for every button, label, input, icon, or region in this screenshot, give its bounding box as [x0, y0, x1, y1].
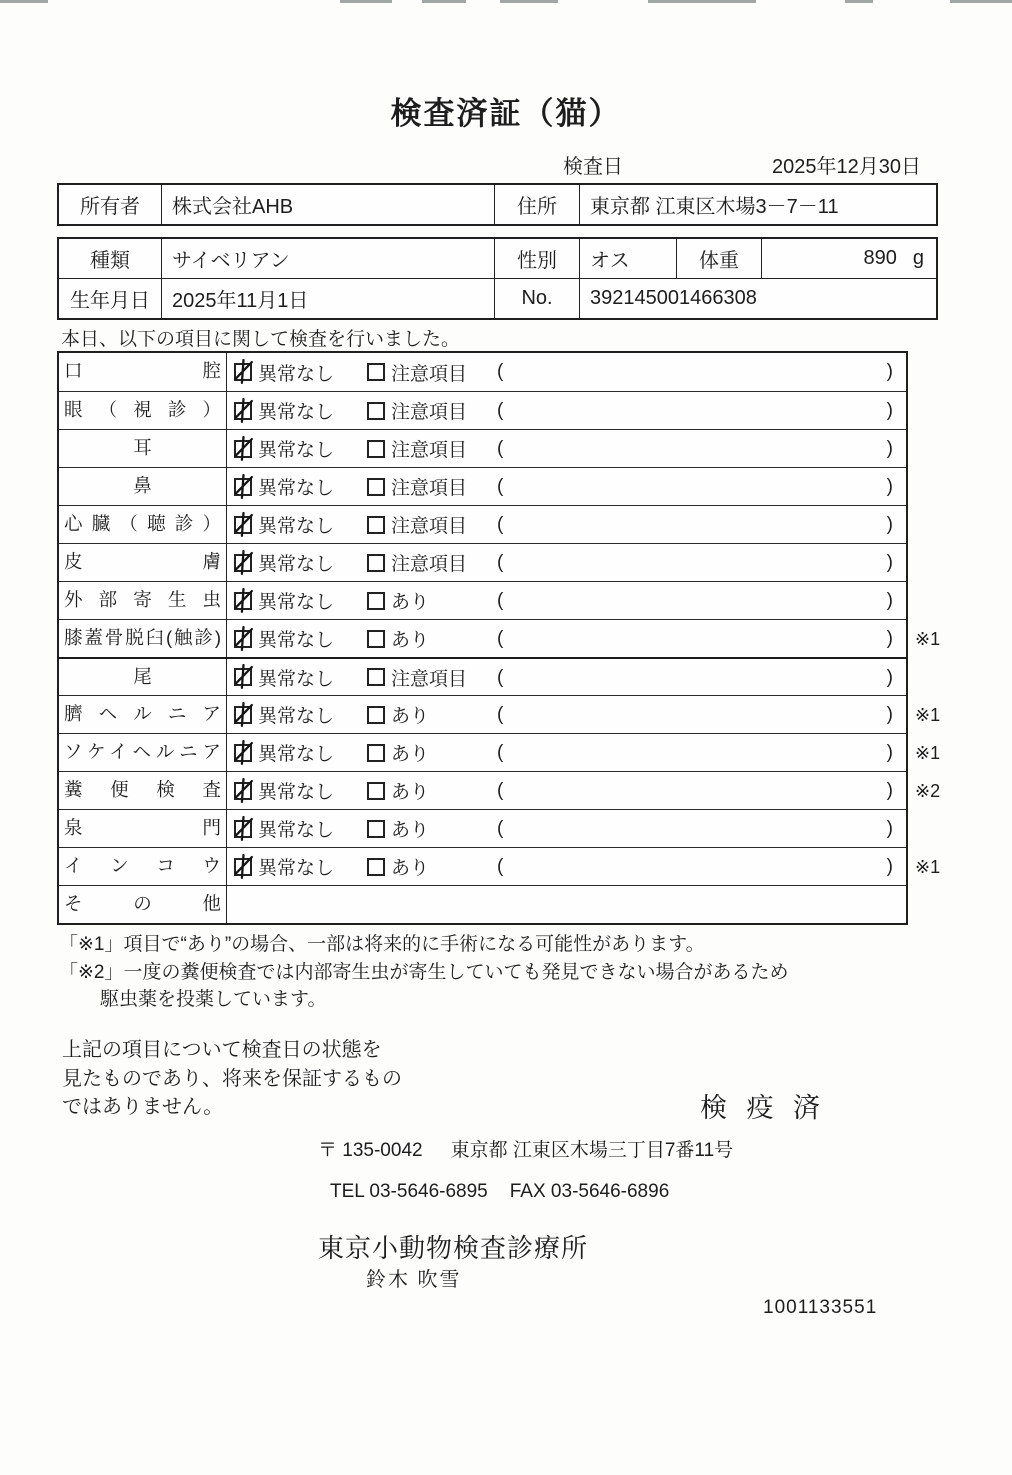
birthdate-value: 2025年11月1日	[162, 279, 495, 318]
footnote-mark: ※2	[915, 781, 941, 801]
paren-close: )	[886, 438, 893, 459]
checkbox-icon[interactable]	[367, 363, 385, 381]
paren-close: )	[886, 704, 893, 725]
row-oral-cavity	[59, 353, 906, 391]
veterinarian-name: 鈴木 吹雪	[366, 1269, 462, 1291]
checkbox-icon[interactable]	[367, 744, 385, 762]
item-options	[227, 582, 906, 619]
scan-artifact	[648, 0, 756, 3]
option-label: 注意項目	[391, 516, 468, 537]
owner-label: 所有者	[59, 185, 162, 224]
inspection-date-label: 検査日	[563, 156, 623, 178]
row-other	[59, 885, 906, 923]
row-umbilical-hernia	[59, 695, 941, 733]
page-title: 検査済証（猫）	[390, 96, 622, 131]
paren-open: (	[497, 667, 504, 688]
option-label: 異常なし	[258, 554, 335, 575]
row-external-parasites	[59, 581, 906, 619]
row-skin	[59, 543, 906, 581]
no-value: 392145001466308	[590, 287, 757, 309]
row-heart	[59, 505, 906, 543]
option-label: あり	[391, 592, 430, 613]
row-inguinal-hernia	[59, 733, 941, 771]
paren-close: )	[886, 818, 893, 839]
weight-label: 体重	[677, 239, 762, 278]
paren-open: (	[497, 856, 504, 877]
weight-value: 890	[863, 247, 897, 269]
disclaimer-line: ではありません。	[62, 1096, 224, 1118]
option-label: 異常なし	[258, 478, 335, 499]
checkbox-icon[interactable]	[367, 782, 385, 800]
footnote-1: 「※1」項目で“あり”の場合、一部は将来的に手術になる可能性があります。	[59, 934, 705, 955]
item-label: ソケイヘルニア	[59, 734, 227, 771]
option-label: 異常なし	[258, 516, 335, 537]
option-label: 異常なし	[258, 363, 335, 385]
check-mark-icon	[232, 626, 256, 654]
checkbox-icon[interactable]	[234, 820, 252, 838]
item-options	[227, 810, 906, 847]
disclaimer-line: 見たものであり、将来を保証するもの	[62, 1067, 402, 1090]
paren-open: (	[497, 818, 504, 839]
checkbox-icon[interactable]	[234, 478, 252, 496]
scan-artifact	[0, 0, 48, 3]
row-eyes	[59, 391, 906, 429]
sex-label: 性別	[495, 239, 580, 278]
item-label: 口腔	[59, 353, 227, 391]
option-label: 異常なし	[258, 858, 335, 879]
checklist-table	[57, 351, 941, 925]
paren-close: )	[886, 476, 893, 497]
item-options	[227, 506, 906, 543]
option-label: 異常なし	[258, 706, 335, 727]
checkbox-icon[interactable]	[234, 440, 252, 458]
option-label: 注意項目	[391, 440, 468, 461]
address-label: 住所	[495, 185, 580, 224]
option-label: 注意項目	[391, 668, 468, 690]
checkbox-icon[interactable]	[367, 630, 385, 648]
clinic-address: 東京都 江東区木場三丁目7番11号	[450, 1140, 734, 1161]
option-label: 異常なし	[258, 440, 335, 461]
scan-artifact	[340, 0, 392, 3]
checkbox-icon[interactable]	[234, 516, 252, 534]
pet-info-table	[57, 237, 938, 320]
check-mark-icon	[232, 816, 256, 844]
footnote-2-continued: 駆虫薬を投薬しています。	[100, 989, 327, 1010]
option-label: あり	[391, 858, 430, 879]
item-label: その他	[59, 886, 227, 923]
option-label: あり	[391, 630, 430, 651]
paren-open: (	[497, 514, 504, 535]
paren-close: )	[886, 400, 893, 421]
phone-line	[330, 1181, 669, 1203]
row-fecal-exam	[59, 771, 941, 809]
item-options	[227, 696, 906, 733]
breed-row	[59, 239, 936, 278]
item-label: 心臓（聴診）	[59, 506, 227, 543]
option-label: 異常なし	[258, 782, 335, 803]
option-label: あり	[391, 782, 430, 803]
paren-close: )	[886, 628, 893, 649]
checkbox-icon[interactable]	[367, 706, 385, 724]
paren-open: (	[497, 400, 504, 421]
checkbox-icon[interactable]	[367, 820, 385, 838]
item-label: 鼻	[59, 468, 227, 505]
check-mark-icon	[232, 512, 256, 540]
checkbox-icon[interactable]	[367, 402, 385, 420]
check-mark-icon	[232, 436, 256, 464]
checkbox-icon[interactable]	[367, 516, 385, 534]
item-label: 眼（視診）	[59, 392, 227, 429]
paren-open: (	[497, 438, 504, 459]
check-mark-icon	[232, 664, 256, 692]
option-label: あり	[391, 744, 430, 765]
footnote-mark: ※1	[915, 629, 941, 649]
paren-close: )	[886, 667, 893, 688]
row-nose	[59, 467, 906, 505]
checkbox-icon[interactable]	[234, 592, 252, 610]
item-options	[227, 353, 906, 391]
item-label: 糞便検査	[59, 772, 227, 809]
clinic-name: 東京小動物検査診療所	[318, 1233, 589, 1263]
option-label: 異常なし	[258, 592, 335, 613]
option-label: 異常なし	[258, 402, 335, 423]
item-label: 臍ヘルニア	[59, 696, 227, 733]
check-mark-icon	[232, 778, 256, 806]
checkbox-icon[interactable]	[234, 554, 252, 572]
checkbox-icon[interactable]	[234, 363, 252, 381]
owner-table	[57, 183, 938, 226]
owner-row	[59, 185, 936, 224]
item-options	[227, 659, 906, 695]
scan-artifact	[500, 0, 558, 3]
no-label: No.	[495, 279, 580, 318]
checkbox-icon[interactable]	[234, 402, 252, 420]
row-tail	[59, 657, 906, 695]
option-label: 注意項目	[391, 402, 468, 423]
check-mark-icon	[232, 550, 256, 578]
clinic-address-line	[318, 1135, 733, 1162]
address-value: 東京都 江東区木場3－7－11	[590, 196, 839, 218]
row-patella	[59, 619, 941, 657]
sex-value: オス	[580, 239, 677, 278]
item-label: 膝蓋骨脱臼(触診)	[59, 620, 227, 657]
item-options	[227, 392, 906, 429]
birthdate-label: 生年月日	[59, 279, 162, 318]
option-label: あり	[391, 706, 430, 727]
checkbox-icon[interactable]	[367, 668, 385, 686]
item-label: 尾	[59, 659, 227, 695]
option-label: あり	[391, 820, 430, 841]
paren-close: )	[886, 552, 893, 573]
check-mark-icon	[232, 702, 256, 730]
fax-number: FAX 03-5646-6896	[509, 1181, 670, 1202]
check-mark-icon	[232, 398, 256, 426]
option-label: 注意項目	[391, 554, 468, 575]
checkbox-icon[interactable]	[367, 440, 385, 458]
quarantine-stamp: 検 疫 済	[700, 1093, 827, 1123]
serial-number: 1001133551	[763, 1297, 878, 1318]
check-mark-icon	[232, 740, 256, 768]
scan-artifact	[950, 0, 1012, 3]
scan-artifact	[422, 0, 466, 3]
option-label: 異常なし	[258, 744, 335, 765]
footnote-2: 「※2」一度の糞便検査では内部寄生虫が寄生していても発見できない場合があるため	[59, 962, 789, 983]
item-label: インコウ	[59, 848, 227, 885]
checkbox-icon[interactable]	[234, 706, 252, 724]
owner-value: 株式会社AHB	[162, 185, 495, 224]
paren-close: )	[886, 590, 893, 611]
item-options	[227, 772, 906, 809]
scan-artifact	[845, 0, 873, 3]
tel-number: TEL 03-5646-6895	[330, 1181, 488, 1202]
paren-open: (	[497, 742, 504, 763]
paren-close: )	[886, 742, 893, 763]
item-options	[227, 734, 906, 771]
item-options	[227, 886, 906, 923]
checkbox-icon[interactable]	[234, 744, 252, 762]
row-fontanelle	[59, 809, 906, 847]
check-mark-icon	[232, 474, 256, 502]
paren-close: )	[886, 856, 893, 877]
breed-value: サイベリアン	[162, 239, 495, 278]
paren-open: (	[497, 780, 504, 801]
option-label: 注意項目	[391, 363, 468, 385]
row-ears	[59, 429, 906, 467]
check-mark-icon	[232, 854, 256, 882]
postal-code: 〒 135-0042	[318, 1140, 423, 1161]
item-options	[227, 848, 906, 885]
option-label: 異常なし	[258, 668, 335, 690]
paren-open: (	[497, 361, 504, 382]
birth-row	[59, 278, 936, 318]
paren-close: )	[886, 361, 893, 382]
footnote-mark: ※1	[915, 705, 941, 725]
disclaimer-text	[62, 1036, 402, 1122]
row-inkou	[59, 847, 941, 885]
paren-close: )	[886, 780, 893, 801]
checkbox-icon[interactable]	[367, 858, 385, 876]
checkbox-icon[interactable]	[234, 858, 252, 876]
footnote-mark: ※1	[915, 857, 941, 877]
paren-open: (	[497, 704, 504, 725]
item-label: 泉門	[59, 810, 227, 847]
disclaimer-line: 上記の項目について検査日の状態を	[62, 1039, 382, 1061]
inspection-date-value: 2025年12月30日	[772, 156, 921, 178]
paren-close: )	[886, 514, 893, 535]
weight-unit: g	[912, 247, 924, 269]
intro-text: 本日、以下の項目に関して検査を行いました。	[61, 329, 461, 350]
paren-open: (	[497, 552, 504, 573]
option-label: 異常なし	[258, 820, 335, 841]
check-mark-icon	[232, 588, 256, 616]
checkbox-icon[interactable]	[367, 592, 385, 610]
checkbox-icon[interactable]	[234, 782, 252, 800]
weight-cell	[762, 239, 936, 278]
paren-open: (	[497, 628, 504, 649]
checkbox-icon[interactable]	[367, 478, 385, 496]
option-label: 注意項目	[391, 478, 468, 499]
item-options	[227, 468, 906, 505]
paren-open: (	[497, 590, 504, 611]
item-label: 皮膚	[59, 544, 227, 581]
footnote-mark: ※1	[915, 743, 941, 763]
item-options	[227, 430, 906, 467]
breed-label: 種類	[59, 239, 162, 278]
option-label: 異常なし	[258, 630, 335, 651]
check-mark-icon	[232, 359, 256, 387]
item-label: 外部寄生虫	[59, 582, 227, 619]
paren-open: (	[497, 476, 504, 497]
item-options	[227, 620, 906, 657]
checkbox-icon[interactable]	[234, 668, 252, 686]
checkbox-icon[interactable]	[367, 554, 385, 572]
item-label: 耳	[59, 430, 227, 467]
item-options	[227, 544, 906, 581]
checkbox-icon[interactable]	[234, 630, 252, 648]
